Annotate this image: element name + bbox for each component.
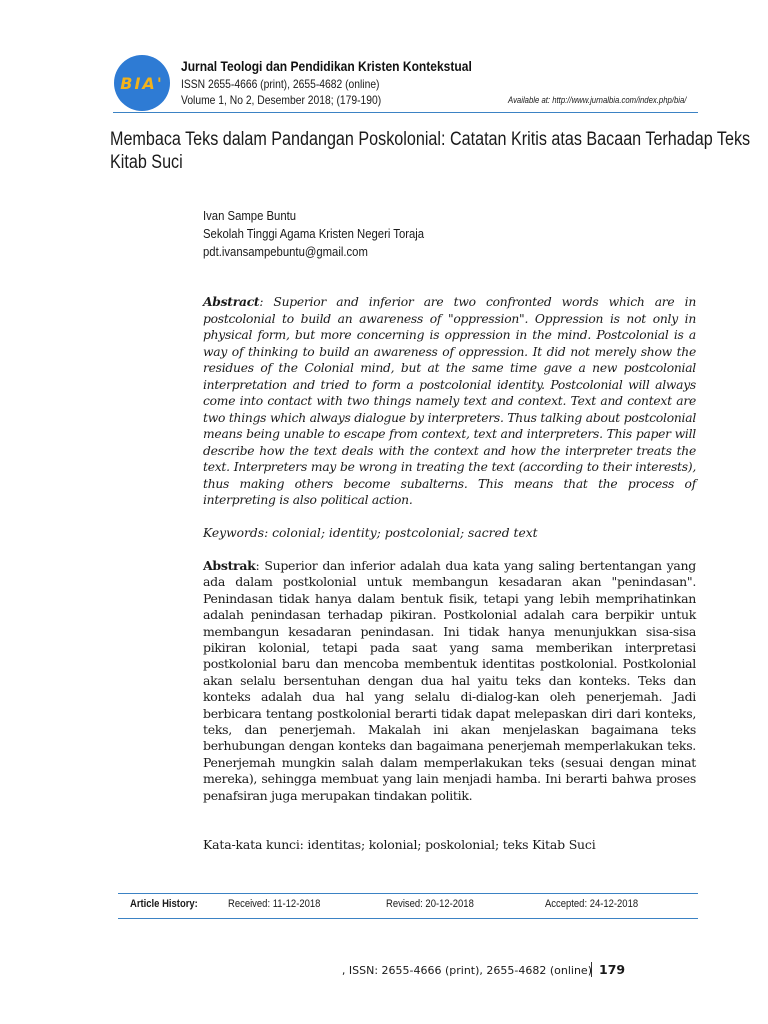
logo-text: BIA' [120, 73, 164, 93]
journal-logo [114, 55, 170, 111]
revised-date: Revised: 20-12-2018 [386, 898, 474, 910]
abstrak-text: : Superior dan inferior adalah dua kata yang saling bertentangan yang ada dalam postkolonial untuk membangun kesadaran akan "penindasan". Penindasan tidak hanya dalam bentuk fisik, tetapi yang lebih memprihatinkan adalah penindasan terhadap pikiran. Postkolonial adalah cara berpikir untuk membangun kesadaran penindasan. Ini tidak hanya menunjukkan sisa-sisa pikiran kolonial, tetapi pada saat yang sama memberikan interpretasi postkolonial baru dan mencoba membentuk identitas postkolonial. Postkolonial akan selalu bersentuhan dengan dua hal yaitu teks dan konteks. Teks dan konteks adalah dua hal yang selalu di-dialog-kan oleh penerjemah. Jadi berbicara tentang postkolonial berarti tidak dapat melepaskan diri dari konteks, teks, dan penerjemah. Makalah ini akan menjelaskan bagaimana teks berhubungan dengan konteks dan bagaimana penerjemah memperlakukan teks. Penerjemah mungkin salah dalam memperlakukan teks (sesuai dengan minat mereka), sehingga membuat yang lain menjadi hamba. Ini berarti bahwa proses penafsiran juga merupakan tindakan politik. [203, 558, 696, 803]
journal-title: Jurnal Teologi dan Pendidikan Kristen Kontekstual [181, 58, 472, 74]
abstract-indonesian [203, 558, 696, 804]
accepted-date: Accepted: 24-12-2018 [545, 898, 639, 910]
article-title [110, 128, 751, 174]
author-email[interactable]: pdt.ivansampebuntu@gmail.com [203, 244, 368, 259]
author-affiliation: Sekolah Tinggi Agama Kristen Negeri Toraja [203, 226, 425, 241]
article-title-line-2: Kitab Suci [110, 152, 183, 173]
abstrak-label: Abstrak [203, 558, 256, 573]
journal-volume: Volume 1, No 2, Desember 2018; (179-190) [181, 93, 382, 107]
abstract-label: Abstract [203, 294, 260, 309]
header-divider [113, 112, 698, 113]
footer-separator [591, 962, 592, 977]
footer-issn: , ISSN: 2655-4666 (print), 2655-4682 (online) [341, 964, 592, 977]
keywords-english: Keywords: colonial; identity; postcolonial; sacred text [203, 526, 538, 540]
abstract-english [203, 294, 696, 509]
article-title-line-1: Membaca Teks dalam Pandangan Poskolonial: Catatan Kritis atas Bacaan Terhadap Teks [110, 129, 751, 150]
page-number: 179 [599, 962, 626, 977]
available-at-link[interactable]: Available at: http://www.jurnalbia.com/index.php/bia/ [507, 95, 686, 105]
history-rule-bottom [118, 918, 698, 919]
keywords-indonesian: Kata-kata kunci: identitas; kolonial; poskolonial; teks Kitab Suci [203, 837, 596, 852]
received-date: Received: 11-12-2018 [228, 898, 321, 910]
author-name: Ivan Sampe Buntu [203, 208, 297, 223]
history-rule-top [118, 893, 698, 894]
abstract-text: : Superior and inferior are two confronted words which are in postcolonial to build an awareness of "oppression". Oppression is not only in physical form, but more concerning is oppression in the mind. Postcolonial is a way of thinking to build an awareness of oppression. It did not merely show the residues of the Colonial mind, but at the same time gave a new postcolonial interpretation and tried to form a postcolonial identity. Postcolonial will always come into contact with two things namely text and context. Text and context are two things which always dialogue by interpreters. Thus talking about postcolonial means being unable to escape from context, text and interpreters. This paper will describe how the text deals with the context and how the interpreter treats the text. Interpreters may be wrong in treating the text (according to their interests), thus making others become subalterns. This means that the process of interpreting is also political action. [203, 295, 696, 507]
journal-issn: ISSN 2655-4666 (print), 2655-4682 (online) [181, 77, 380, 91]
author-block [203, 207, 424, 261]
article-history-label: Article History: [130, 898, 198, 910]
